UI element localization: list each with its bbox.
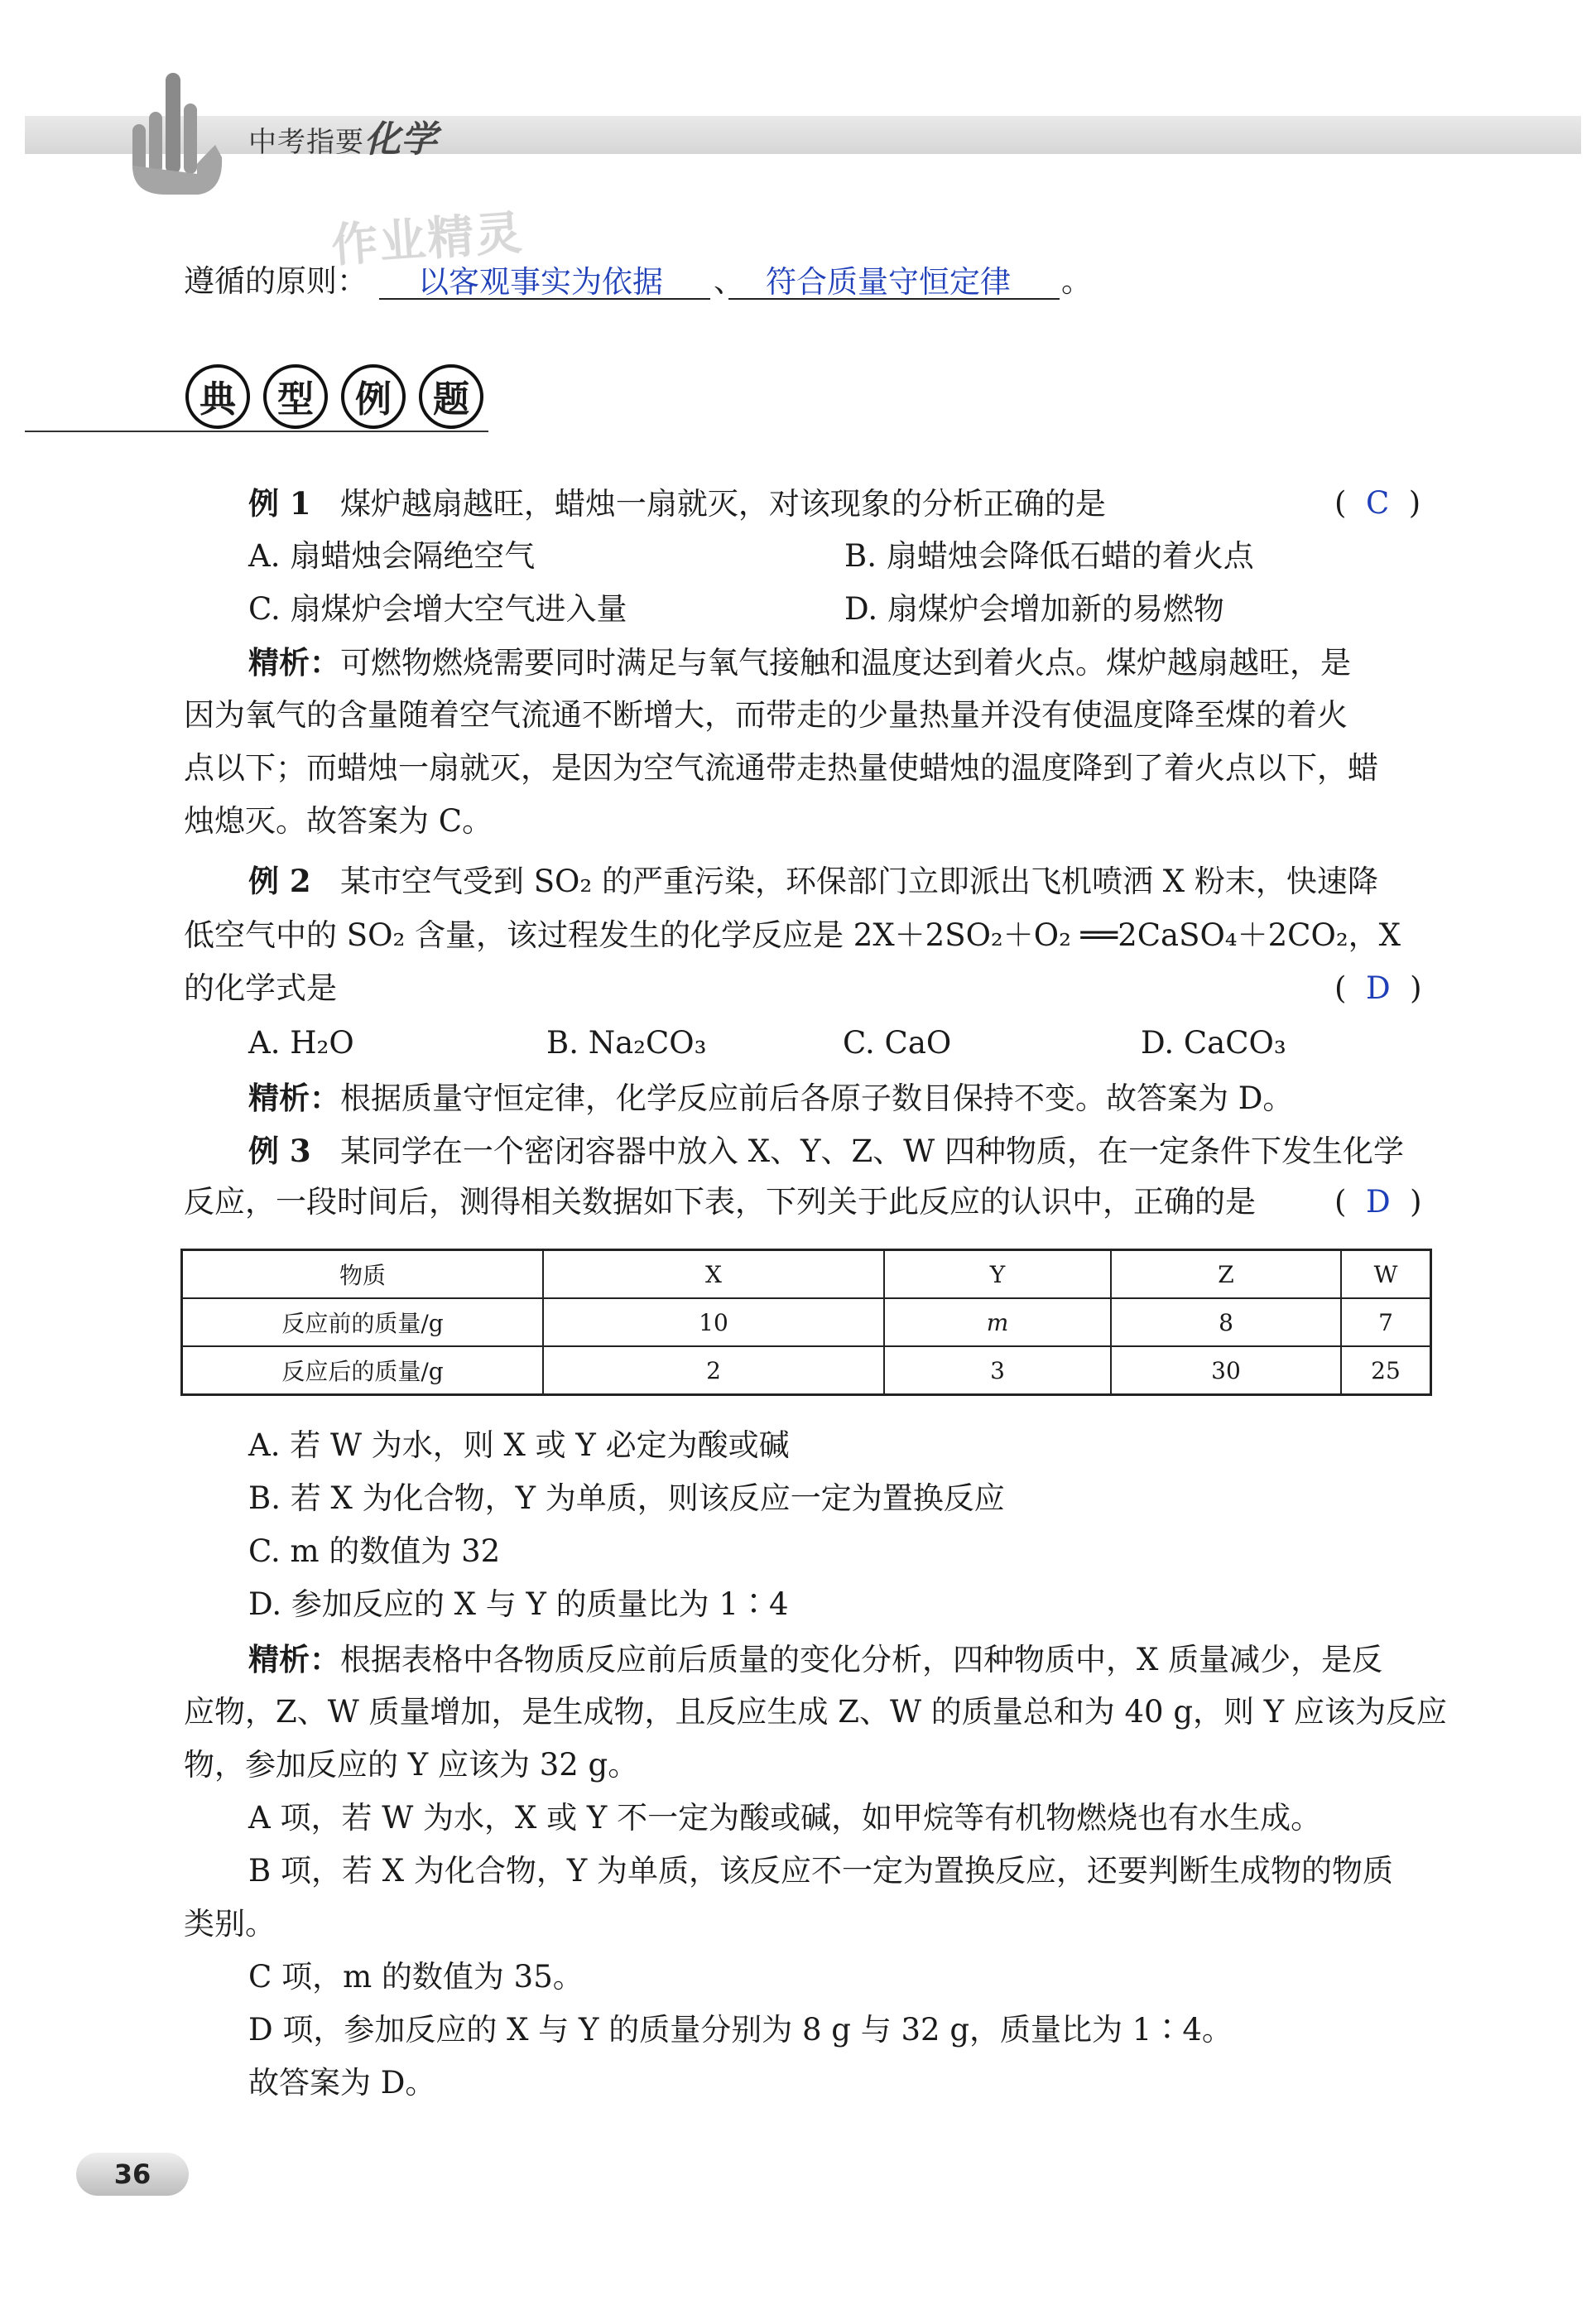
answer-paren: ( D ) (1334, 1184, 1422, 1220)
analysis-line: 根据表格中各物质反应前后质量的变化分析，四种物质中，X 质量减少，是反 (340, 1642, 1383, 1677)
option-b: B. Na₂CO₃ (546, 1025, 707, 1061)
principle-sep: 、 (714, 263, 744, 299)
question-stem: 的化学式是 (184, 970, 337, 1006)
heading-char: 典 (185, 364, 250, 429)
table-row (182, 1298, 1431, 1346)
table-cell: 10 (543, 1298, 884, 1346)
table-cell: 7 (1341, 1298, 1431, 1346)
table-cell: 30 (1111, 1346, 1341, 1395)
option-d: D. 扇煤炉会增加新的易燃物 (844, 591, 1224, 627)
analysis-line: 烛熄灭。故答案为 C。 (184, 803, 493, 839)
example-number: 例 2 (248, 863, 311, 899)
analysis-line: B 项，若 X 为化合物，Y 为单质，该反应不一定为置换反应，还要判断生成物的物质 (248, 1853, 1393, 1889)
table-header-row (182, 1250, 1431, 1299)
answer-paren: ( D ) (1334, 970, 1422, 1006)
analysis-line: 点以下；而蜡烛一扇就灭，是因为空气流通带走热量使蜡烛的温度降到了着火点以下，蜡 (184, 750, 1378, 786)
heading-rule (25, 431, 488, 432)
answer-choice: C (1365, 485, 1390, 521)
option-b: B. 若 X 为化合物，Y 为单质，则该反应一定为置换反应 (248, 1480, 1005, 1516)
question-stem: 某市空气受到 SO₂ 的严重污染，环保部门立即派出飞机喷洒 X 粉末，快速降 (339, 864, 1378, 899)
analysis-line: 因为氧气的含量随着空气流通不断增大，而带走的少量热量并没有使温度降至煤的着火 (184, 697, 1348, 733)
table-cell: 25 (1341, 1346, 1431, 1395)
principle-label: 遵循的原则： (184, 263, 368, 299)
analysis-line: 故答案为 D。 (248, 2065, 436, 2101)
answer-choice: D (1365, 1184, 1391, 1220)
option-a: A. 扇蜡烛会隔绝空气 (248, 538, 536, 574)
analysis-label: 精析： (248, 1080, 340, 1116)
table-cell: X (543, 1250, 884, 1299)
analysis-label: 精析： (248, 1641, 340, 1677)
heading-char: 例 (341, 364, 406, 429)
data-table (180, 1249, 1432, 1396)
table-cell: 8 (1111, 1298, 1341, 1346)
question-stem: 煤炉越扇越旺，蜡烛一扇就灭，对该现象的分析正确的是 (339, 486, 1106, 522)
table-cell: 物质 (182, 1250, 544, 1299)
option-a: A. 若 W 为水，则 X 或 Y 必定为酸或碱 (248, 1427, 790, 1463)
option-a: A. H₂O (248, 1025, 354, 1061)
analysis-line: C 项，m 的数值为 35。 (248, 1959, 584, 1995)
principle-answer-2: 符合质量守恒定律 (766, 264, 1011, 300)
subject-logo: 化学 (364, 118, 437, 161)
heading-char: 型 (263, 364, 328, 429)
analysis-line: 根据质量守恒定律，化学反应前后各原子数目保持不变。故答案为 D。 (340, 1080, 1294, 1116)
analysis-label: 精析： (248, 644, 340, 681)
question-stem: 低空气中的 SO₂ 含量，该过程发生的化学反应是 2X＋2SO₂＋O₂ ══2CaSO₄＋2CO₂，X (184, 917, 1401, 953)
analysis-line: 可燃物燃烧需要同时满足与氧气接触和温度达到着火点。煤炉越扇越旺，是 (340, 645, 1351, 681)
option-c: C. CaO (843, 1025, 952, 1061)
table-cell: 2 (543, 1346, 884, 1395)
book-title: 中考指要 (248, 126, 364, 159)
option-d: D. 参加反应的 X 与 Y 的质量比为 1∶4 (248, 1586, 789, 1622)
analysis-line: 类别。 (184, 1906, 276, 1942)
example-number: 例 1 (248, 485, 311, 522)
page-number: 36 (76, 2153, 189, 2196)
table-cell: Z (1111, 1250, 1341, 1299)
table-cell: 3 (884, 1346, 1111, 1395)
example-number: 例 3 (248, 1133, 311, 1169)
table-cell: 反应后的质量/g (182, 1346, 544, 1395)
analysis-line: A 项，若 W 为水，X 或 Y 不一定为酸或碱，如甲烷等有机物燃烧也有水生成。 (248, 1800, 1322, 1836)
table-cell: m (884, 1298, 1111, 1346)
principle-end: 。 (1061, 263, 1092, 299)
table-cell: 反应前的质量/g (182, 1298, 544, 1346)
heading-char: 题 (419, 364, 483, 429)
option-c: C. m 的数值为 32 (248, 1533, 501, 1569)
question-stem: 某同学在一个密闭容器中放入 X、Y、Z、W 四种物质，在一定条件下发生化学 (339, 1133, 1404, 1169)
hand-logo-icon (124, 66, 232, 199)
option-b: B. 扇蜡烛会降低石蜡的着火点 (844, 538, 1254, 574)
analysis-line: 应物，Z、W 质量增加，是生成物，且反应生成 Z、W 的质量总和为 40 g，则 Y 应该为反应 (184, 1694, 1447, 1730)
answer-choice: D (1365, 970, 1391, 1006)
table-row (182, 1346, 1431, 1395)
principle-answer-1: 以客观事实为依据 (418, 264, 663, 300)
table-cell: Y (884, 1250, 1111, 1299)
answer-paren: ( C ) (1334, 485, 1421, 521)
table-cell: W (1341, 1250, 1431, 1299)
option-d: D. CaCO₃ (1141, 1025, 1286, 1061)
watermark: 作业精灵 (329, 205, 526, 274)
analysis-line: 物，参加反应的 Y 应该为 32 g。 (184, 1747, 639, 1783)
analysis-line: D 项，参加反应的 X 与 Y 的质量分别为 8 g 与 32 g，质量比为 1∶4。 (248, 2012, 1233, 2048)
question-stem: 反应，一段时间后，测得相关数据如下表，下列关于此反应的认识中，正确的是 (184, 1184, 1256, 1220)
option-c: C. 扇煤炉会增大空气进入量 (248, 591, 627, 627)
